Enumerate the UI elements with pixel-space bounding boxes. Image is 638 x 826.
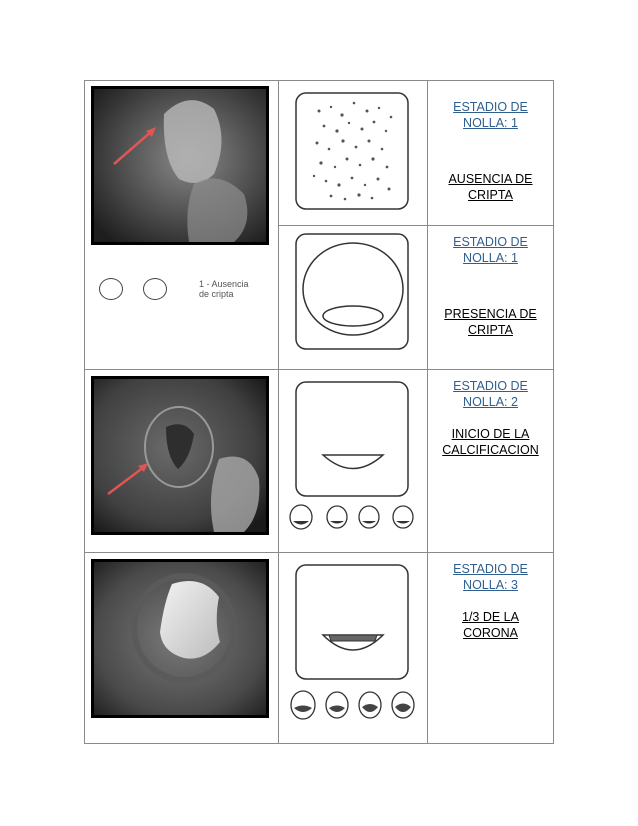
table-row [85, 81, 554, 226]
xray-image-stage-2 [91, 376, 269, 535]
stage-title: ESTADIO DE NOLLA: 2 [453, 379, 528, 409]
schematic-calcification-start [279, 370, 427, 552]
schematic-cell [279, 553, 428, 744]
stage-title: ESTADIO DE NOLLA: 1 [453, 235, 528, 265]
stage-description: 1/3 DE LA CORONA [462, 610, 519, 640]
xray-cell [85, 81, 279, 370]
xray-cell [85, 370, 279, 553]
xray-cell [85, 553, 279, 744]
legend-circle [143, 278, 167, 300]
xray-image-stage-3 [91, 559, 269, 718]
schematic-absence-crypt [279, 81, 427, 225]
stage-cell [428, 553, 554, 744]
legend-text: 1 - Ausencia de cripta [199, 279, 249, 299]
stage-cell [428, 226, 554, 370]
stage-cell [428, 370, 554, 553]
legend-circle [99, 278, 123, 300]
stage-description: AUSENCIA DE CRIPTA [448, 172, 533, 202]
table-row [85, 553, 554, 744]
schematic-crypt-presence [279, 226, 427, 369]
nolla-stages-table [84, 80, 554, 744]
schematic-cell [279, 81, 428, 226]
stage-description: PRESENCIA DE CRIPTA [444, 307, 537, 337]
table-row [85, 370, 554, 553]
stage-cell [428, 81, 554, 226]
stage-description: INICIO DE LA CALCIFICACION [442, 427, 539, 457]
stage-title: ESTADIO DE NOLLA: 3 [453, 562, 528, 592]
xray-image-stage-0 [91, 86, 269, 245]
schematic-cell [279, 370, 428, 553]
schematic-third-crown [279, 553, 427, 743]
schematic-cell [279, 226, 428, 370]
stage-title: ESTADIO DE NOLLA: 1 [453, 100, 528, 130]
